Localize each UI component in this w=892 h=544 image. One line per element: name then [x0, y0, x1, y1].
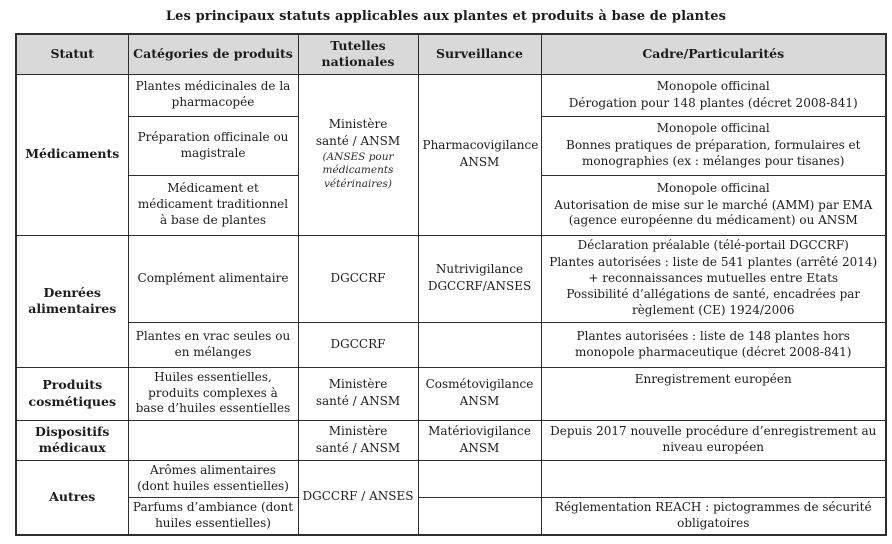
cadre-line: Bonnes pratiques de préparation, formulaires et monographies (ex : mélanges pour tisanes) [566, 138, 861, 168]
cadre-line: Plantes autorisées : liste de 148 plantes hors monopole pharmaceutique (décret 2008-841) [575, 328, 852, 359]
tutelles-plantes-vrac: DGCCRF [298, 322, 418, 367]
cadre-line: Dérogation pour 148 plantes (décret 2008-841) [568, 95, 858, 110]
header-surveillance: Surveillance [418, 34, 541, 74]
header-cadre: Cadre/Particularités [541, 34, 886, 74]
cadre-medicament-traditionnel [541, 175, 886, 235]
header-statut: Statut [16, 34, 128, 74]
surveillance-dispositifs [418, 420, 541, 460]
cadre-parfums [541, 497, 886, 535]
cadre-line: Déclaration préalable (télé-portail DGCCRF) [577, 237, 849, 252]
cadre-complement [541, 235, 886, 322]
statut-medicaments: Médicaments [16, 74, 128, 235]
surveillance-line: Cosmétovigilance [425, 377, 534, 392]
cadre-line: Enregistrement européen [634, 371, 792, 386]
cadre-line: Plantes autorisées : liste de 541 plantes (arrêté 2014) + reconnaissances mutuelles entre Etats [549, 254, 878, 285]
categorie-dispositifs-empty [128, 420, 298, 460]
categorie-plantes-medicinales: Plantes médicinales de la pharmacopée [128, 74, 298, 116]
cadre-plantes-medicinales [541, 74, 886, 116]
surveillance-aromes-empty [418, 460, 541, 497]
tutelles-dispositifs [298, 420, 418, 460]
surveillance-line: ANSM [459, 394, 500, 408]
row-autres-1 [16, 460, 886, 497]
cadre-aromes-empty [541, 460, 886, 497]
categorie-medicament-traditionnel: Médicament et médicament traditionnel à base de plantes [128, 175, 298, 235]
surveillance-line: Matériovigilance [428, 423, 531, 438]
surveillance-parfums-empty [418, 497, 541, 535]
categorie-huiles-essentielles: Huiles essentielles, produits complexes à base d’huiles essentielles [128, 367, 298, 420]
surveillance-line: Pharmacovigilance [422, 138, 539, 153]
cadre-plantes-vrac [541, 322, 886, 367]
row-denrees-1 [16, 235, 886, 322]
cadre-line: Autorisation de mise sur le marché (AMM) par EMA (agence européenne du médicament) ou ANSM [554, 197, 873, 228]
cadre-line: Depuis 2017 nouvelle procédure d’enregistrement au niveau européen [550, 424, 877, 454]
categorie-preparation: Préparation officinale ou magistrale [128, 116, 298, 175]
header-categories: Catégories de produits [128, 34, 298, 74]
row-dispositifs [16, 420, 886, 460]
tutelle-line: santé / ANSM [315, 394, 401, 408]
cadre-line: Monopole officinal [656, 121, 770, 136]
tutelle-line: Ministère [328, 116, 388, 131]
cadre-dispositifs [541, 420, 886, 460]
row-cosmetiques [16, 367, 886, 420]
surveillance-complement [418, 235, 541, 322]
tutelles-autres: DGCCRF / ANSES [298, 460, 418, 535]
statut-autres: Autres [16, 460, 128, 535]
statut-denrees: Denrées alimentaires [16, 235, 128, 367]
header-row [16, 34, 886, 74]
cadre-line: Réglementation REACH : pictogrammes de sécurité obligatoires [554, 499, 872, 530]
categorie-parfums: Parfums d’ambiance (dont huiles essentielles) [128, 497, 298, 535]
cadre-line: Monopole officinal [656, 180, 770, 195]
row-denrees-2 [16, 322, 886, 367]
surveillance-line: ANSM [459, 155, 500, 169]
tutelle-line: santé / ANSM [315, 133, 401, 148]
cadre-line: Possibilité d’allégations de santé, encadrées par règlement (CE) 1924/2006 [566, 287, 861, 318]
header-tutelles: Tutelles nationales [298, 34, 418, 74]
cadre-preparation [541, 116, 886, 175]
tutelles-cosmetiques [298, 367, 418, 420]
categorie-aromes: Arômes alimentaires (dont huiles essentielles) [128, 460, 298, 497]
statut-dispositifs: Dispositifs médicaux [16, 420, 128, 460]
surveillance-line: Nutrivigilance [435, 262, 524, 277]
surveillance-line: ANSM [459, 440, 500, 455]
page-title: Les principaux statuts applicables aux plantes et produits à base de plantes [165, 9, 727, 24]
tutelles-medicaments [298, 74, 418, 235]
categorie-plantes-vrac: Plantes en vrac seules ou en mélanges [128, 322, 298, 367]
surveillance-plantes-vrac-empty [418, 322, 541, 367]
surveillance-medicaments [418, 74, 541, 235]
tutelle-note: (ANSES pour médicaments vétérinaires) [322, 150, 394, 191]
surveillance-cosmetiques [418, 367, 541, 420]
row-medicaments-1 [16, 74, 886, 116]
cadre-cosmetiques [541, 367, 886, 420]
tutelle-line: santé / ANSM [315, 440, 401, 455]
cadre-line: Monopole officinal [656, 78, 770, 93]
tutelles-complement: DGCCRF [298, 235, 418, 322]
tutelle-line: Ministère [328, 423, 388, 438]
surveillance-line: DGCCRF/ANSES [427, 279, 532, 293]
categorie-complement: Complément alimentaire [128, 235, 298, 322]
statuts-table [15, 33, 887, 536]
row-autres-2 [16, 497, 886, 535]
statut-cosmetiques: Produits cosmétiques [16, 367, 128, 420]
tutelle-line: Ministère [328, 377, 388, 392]
